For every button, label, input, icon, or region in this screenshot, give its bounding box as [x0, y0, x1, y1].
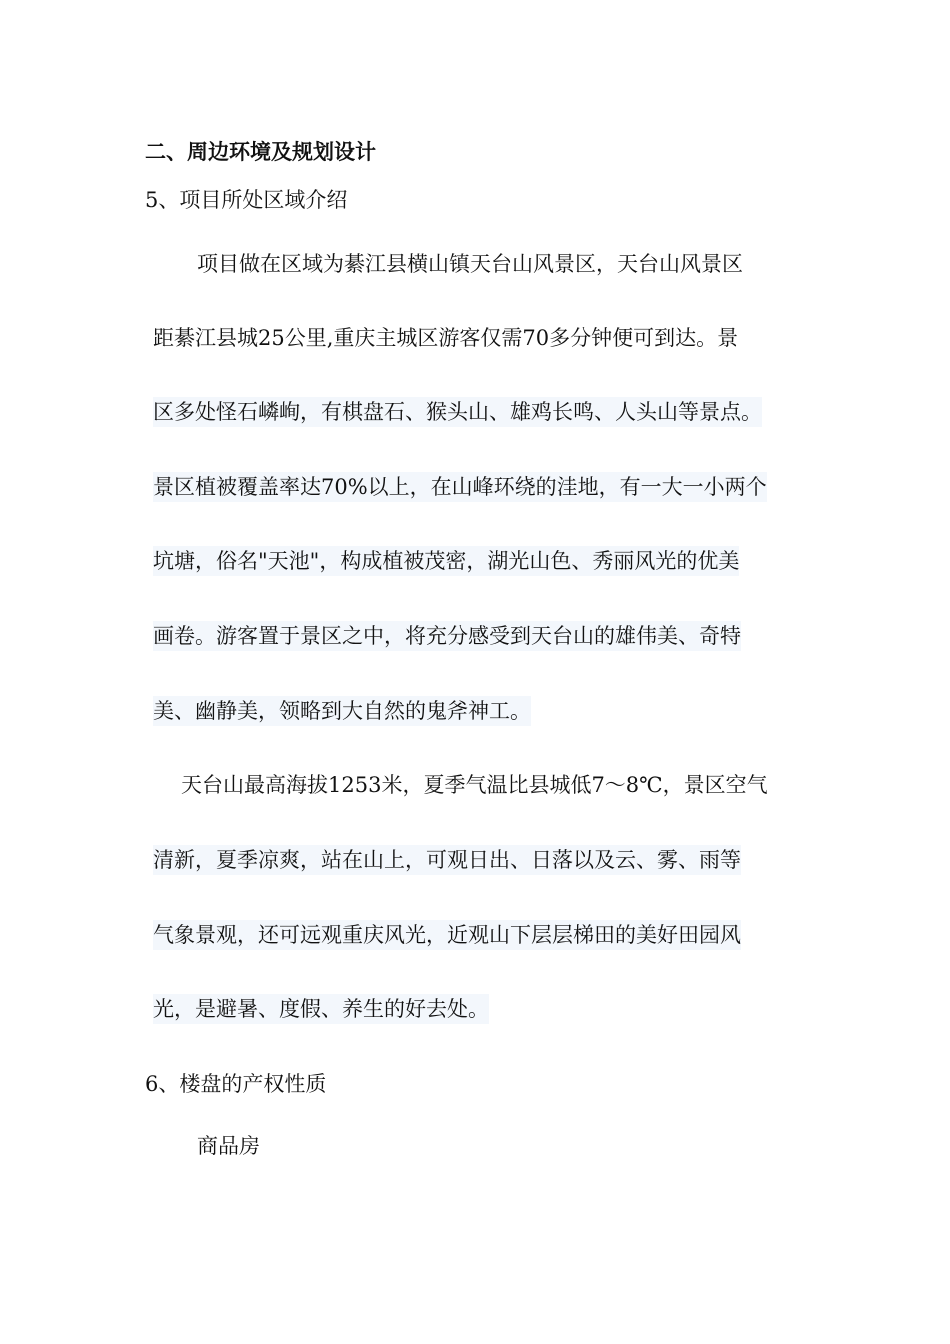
paragraph-line: 景区植被覆盖率达70%以上，在山峰环绕的洼地，有一大一小两个 — [153, 472, 767, 502]
paragraph-line: 区多处怪石嶙峋，有棋盘石、猴头山、雄鸡长鸣、人头山等景点。 — [153, 397, 762, 427]
subsection-5-title: 5、项目所处区域介绍 — [145, 188, 348, 212]
paragraph-line: 气象景观，还可远观重庆风光，近观山下层层梯田的美好田园风 — [153, 920, 741, 950]
paragraph-line: 天台山最高海拔1253米，夏季气温比县城低7～8℃，景区空气 — [181, 773, 768, 797]
paragraph-line: 画卷。游客置于景区之中，将充分感受到天台山的雄伟美、奇特 — [153, 621, 741, 651]
property-type-value: 商品房 — [197, 1134, 260, 1158]
subsection-6-title: 6、楼盘的产权性质 — [145, 1072, 327, 1096]
paragraph-line: 清新，夏季凉爽，站在山上，可观日出、日落以及云、雾、雨等 — [153, 845, 741, 875]
paragraph-line: 坑塘，俗名"天池"，构成植被茂密，湖光山色、秀丽风光的优美 — [153, 546, 739, 576]
paragraph-line: 项目做在区域为綦江县横山镇天台山风景区，天台山风景区 — [197, 252, 743, 276]
paragraph-line: 距綦江县城25公里,重庆主城区游客仅需70多分钟便可到达。景 — [153, 326, 739, 350]
section-heading: 二、周边环境及规划设计 — [145, 140, 376, 164]
paragraph-line: 美、幽静美，领略到大自然的鬼斧神工。 — [153, 696, 531, 726]
paragraph-line: 光，是避暑、度假、养生的好去处。 — [153, 994, 489, 1024]
